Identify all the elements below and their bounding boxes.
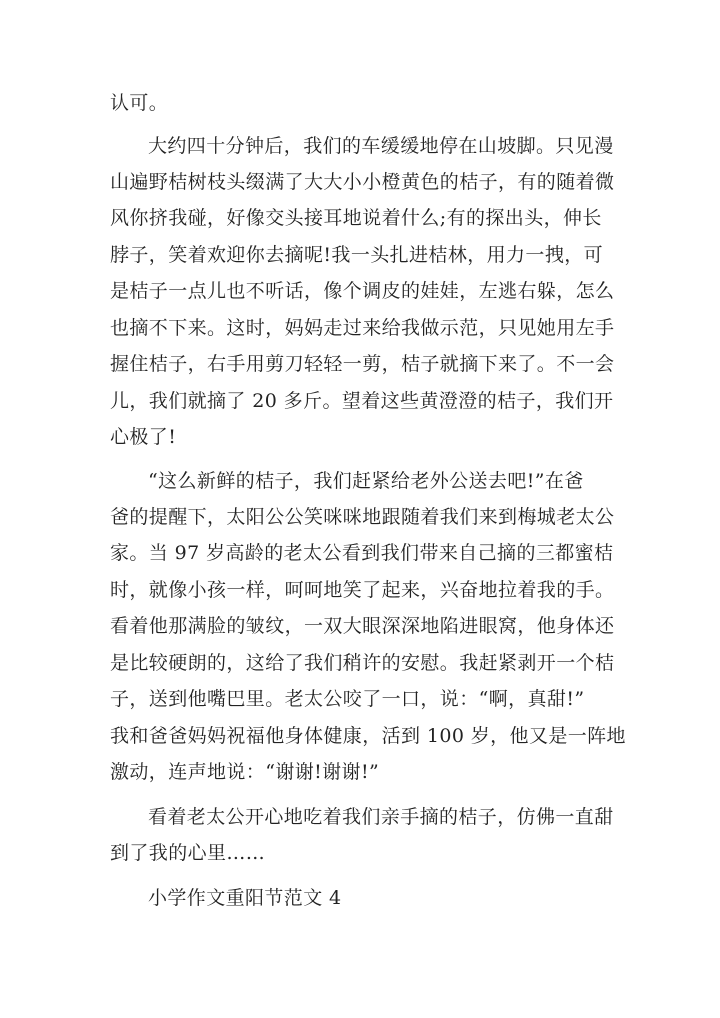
- text-line: 大约四十分钟后，我们的车缓缓地停在山坡脚。只见漫: [148, 135, 614, 157]
- text-line: 脖子，笑着欢迎你去摘呢!我一头扎进桔林，用力一拽，可: [110, 244, 604, 266]
- text-line: 握住桔子，右手用剪刀轻轻一剪，桔子就摘下来了。不一会: [110, 353, 615, 375]
- text-line: 风你挤我碰，好像交头接耳地说着什么;有的探出头，伸长: [110, 207, 602, 229]
- text-line: 到了我的心里……: [110, 842, 266, 864]
- text-line: 家。当 97 岁高龄的老太公看到我们带来自己摘的三都蜜桔: [110, 542, 614, 564]
- text-line: 心极了!: [110, 426, 177, 448]
- text-line: 是桔子一点儿也不听话，像个调皮的娃娃，左逃右躲，怎么: [110, 280, 615, 302]
- text-line: 时，就像小孩一样，呵呵地笑了起来，兴奋地拉着我的手。: [110, 579, 615, 601]
- text-line: 看着老太公开心地吃着我们亲手摘的桔子，仿佛一直甜: [148, 806, 614, 828]
- text-line: 儿，我们就摘了 20 多斤。望着这些黄澄澄的桔子，我们开: [110, 390, 614, 412]
- text-line: 爸的提醒下，太阳公公笑咪咪地跟随着我们来到梅城老太公: [110, 506, 615, 528]
- text-line: 看着他那满脸的皱纹，一双大眼深深地陷进眼窝，他身体还: [110, 615, 615, 637]
- heading-text: 小学作文重阳节范文 4: [148, 887, 342, 909]
- text-line: “这么新鲜的桔子，我们赶紧给老外公送去吧!”在爸: [148, 470, 584, 492]
- text-line: 认可。: [110, 92, 169, 114]
- text-line: 山遍野桔树枝头缀满了大大小小橙黄色的桔子，有的随着微: [110, 171, 615, 193]
- text-line: 我和爸爸妈妈祝福他身体健康，活到 100 岁，他又是一阵地: [110, 725, 626, 747]
- text-line: 激动，连声地说：“谢谢!谢谢!”: [110, 761, 380, 783]
- text-line: 也摘不下来。这时，妈妈走过来给我做示范，只见她用左手: [110, 317, 615, 339]
- text-line: 子，送到他嘴巴里。老太公咬了一口，说：“啊，真甜!”: [110, 688, 585, 710]
- text-line: 是比较硬朗的，这给了我们稍许的安慰。我赶紧剥开一个桔: [110, 652, 615, 674]
